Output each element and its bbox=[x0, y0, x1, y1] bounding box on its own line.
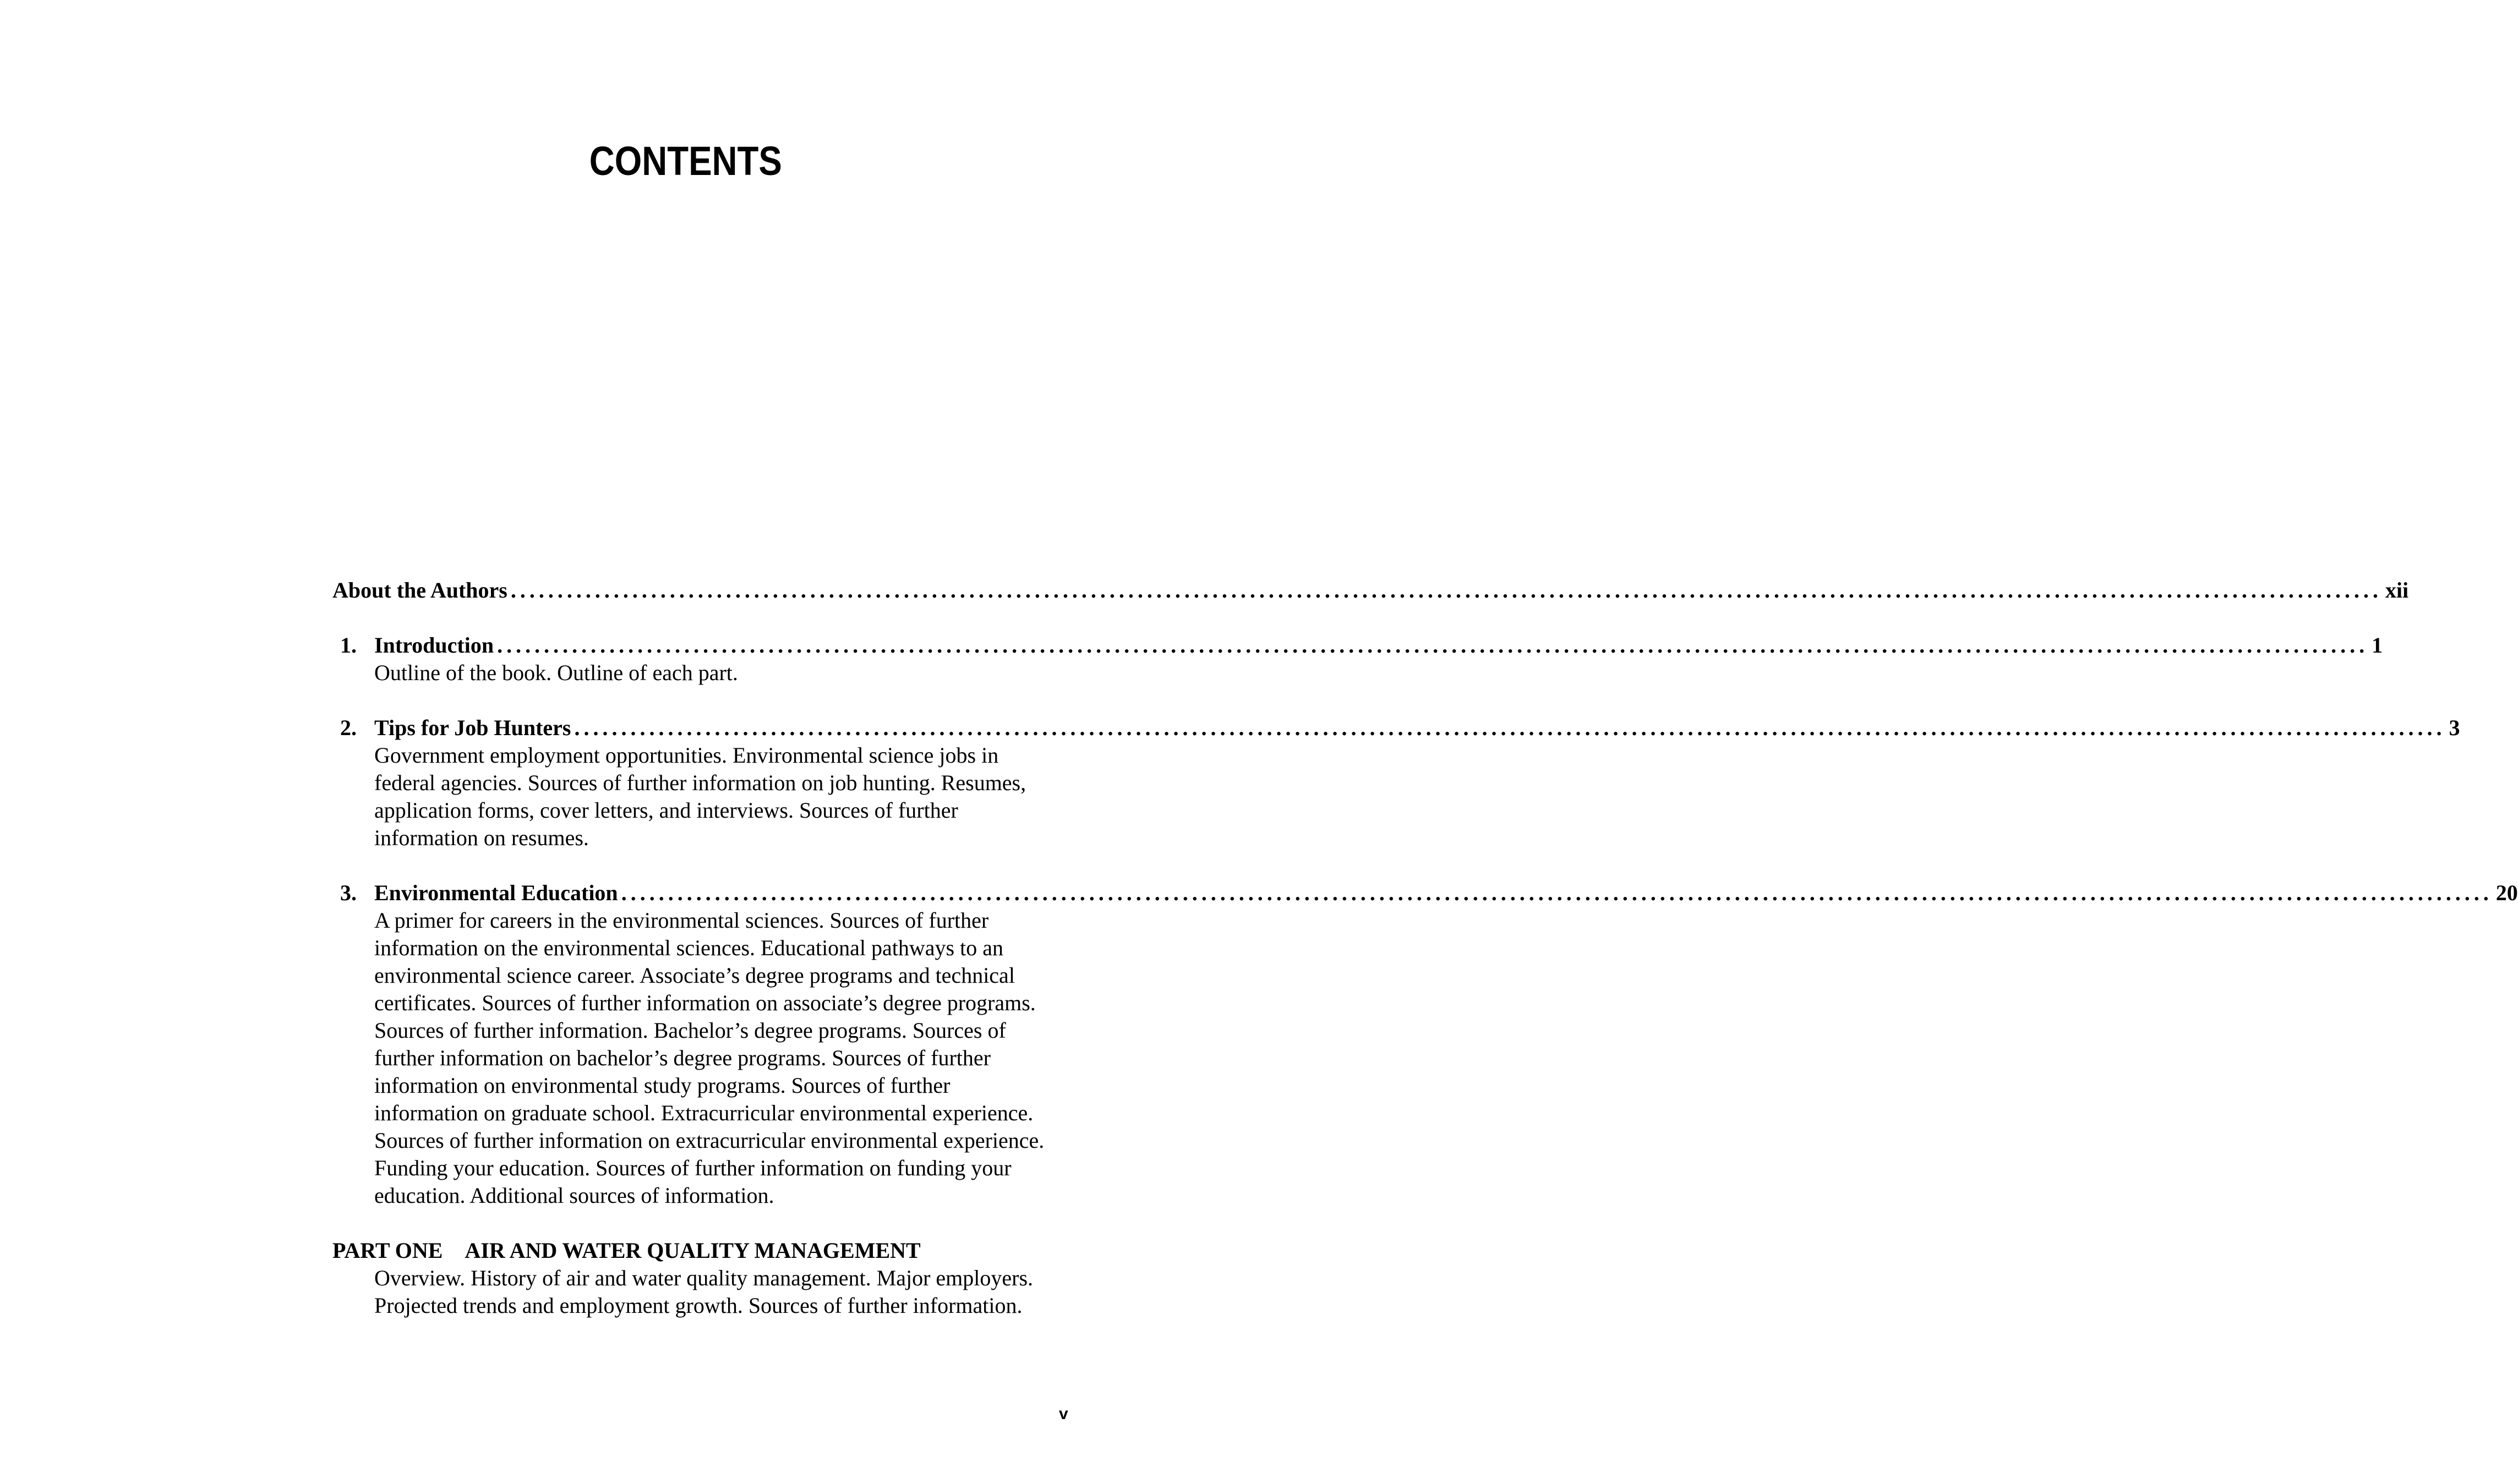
dot-leader: ........................................................................................................................................................................................................ bbox=[574, 715, 2446, 740]
description-line: Sources of further information. Bachelor’s degree programs. Sources of bbox=[374, 1018, 1006, 1043]
chapter-number: 2. bbox=[340, 715, 357, 740]
description-line: application forms, cover letters, and interviews. Sources of further bbox=[374, 798, 958, 823]
toc-entry-chapter-2 bbox=[332, 714, 2460, 852]
toc-entry-description bbox=[374, 742, 1077, 852]
toc-entry-line bbox=[332, 577, 2409, 604]
description-line: Outline of the book. Outline of each part. bbox=[374, 660, 738, 685]
description-line: information on the environmental sciences. Educational pathways to an bbox=[374, 935, 1003, 960]
dot-leader: ........................................................................................................................................................................................................ bbox=[510, 578, 2382, 603]
description-line: Government employment opportunities. Environmental science jobs in bbox=[374, 743, 999, 768]
toc-entry-description bbox=[374, 907, 1077, 1209]
toc-entry-chapter-3 bbox=[332, 879, 2518, 1209]
description-line: federal agencies. Sources of further information on job hunting. Resumes, bbox=[374, 770, 1026, 795]
description-line: education. Additional sources of information. bbox=[374, 1183, 774, 1208]
part-heading bbox=[332, 1237, 1077, 1264]
toc-entry-title: Tips for Job Hunters bbox=[374, 715, 571, 740]
description-line: Overview. History of air and water quality management. Major employers. bbox=[374, 1266, 1034, 1290]
toc-page-number: xii bbox=[2385, 578, 2409, 603]
chapter-number: 3. bbox=[340, 880, 357, 905]
description-line: further information on bachelor’s degree programs. Sources of further bbox=[374, 1045, 991, 1070]
toc-entry-line bbox=[332, 879, 2518, 907]
description-line: certificates. Sources of further information on associate’s degree programs. bbox=[374, 990, 1036, 1015]
toc-page-number: 20 bbox=[2495, 880, 2518, 905]
toc-entry-line bbox=[332, 714, 2460, 742]
toc-entry-line bbox=[332, 632, 2383, 659]
toc-page-number: 1 bbox=[2372, 633, 2383, 658]
description-line: information on environmental study programs. Sources of further bbox=[374, 1073, 951, 1098]
description-line: information on resumes. bbox=[374, 825, 589, 850]
part-label: PART ONE bbox=[332, 1238, 443, 1263]
toc-entry-description bbox=[374, 659, 1077, 687]
toc-entry-about-the-authors bbox=[332, 577, 2409, 604]
part-title: AIR AND WATER QUALITY MANAGEMENT bbox=[465, 1238, 921, 1263]
toc-entry-title: Environmental Education bbox=[374, 880, 618, 905]
page-title: CONTENTS bbox=[589, 138, 782, 184]
toc-page-number: 3 bbox=[2449, 715, 2460, 740]
table-of-contents bbox=[332, 577, 2518, 1319]
description-line: environmental science career. Associate’s degree programs and technical bbox=[374, 963, 1015, 988]
toc-entry-title: About the Authors bbox=[332, 578, 507, 603]
page-folio: v bbox=[1059, 1405, 1068, 1423]
description-line: A primer for careers in the environmental sciences. Sources of further bbox=[374, 908, 989, 933]
toc-entry-description bbox=[374, 1264, 1077, 1319]
toc-entry-title: Introduction bbox=[374, 633, 494, 658]
dot-leader: ........................................................................................................................................................................................................ bbox=[497, 633, 2369, 658]
description-line: Funding your education. Sources of further information on funding your bbox=[374, 1156, 1012, 1180]
toc-entry-chapter-1 bbox=[332, 632, 2383, 687]
toc-entry-part-one bbox=[332, 1237, 1077, 1319]
description-line: information on graduate school. Extracurricular environmental experience. bbox=[374, 1100, 1034, 1125]
dot-leader: ........................................................................................................................................................................................................ bbox=[621, 880, 2493, 905]
chapter-number: 1. bbox=[340, 633, 357, 658]
description-line: Projected trends and employment growth. Sources of further information. bbox=[374, 1293, 1023, 1318]
description-line: Sources of further information on extracurricular environmental experience. bbox=[374, 1128, 1045, 1153]
